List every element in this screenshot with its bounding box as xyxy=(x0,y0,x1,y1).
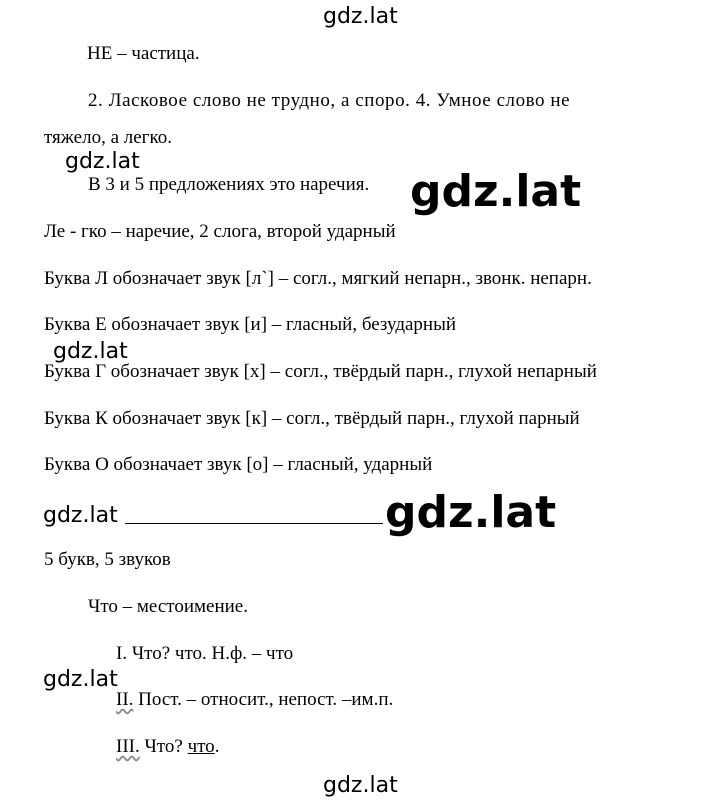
watermark-big-1: gdz.lat xyxy=(410,166,582,217)
list-item-3-period: . xyxy=(214,736,220,757)
list-item-3-underlined-word: что xyxy=(187,736,215,757)
text-line-2: 2. Ласковое слово не трудно, а споро. 4. Умное слово не xyxy=(88,90,571,111)
text-line-3: тяжело, а легко. xyxy=(44,127,172,148)
text-line-11: 5 букв, 5 звуков xyxy=(44,549,171,570)
watermark-left-1: gdz.lat xyxy=(65,149,140,174)
text-line-9: Буква К обозначает звук [к] – согл., твёрдый парн., глухой парный xyxy=(44,408,580,429)
list-item-3 xyxy=(116,736,219,758)
watermark-bottom: gdz.lat xyxy=(323,773,398,798)
watermark-left-4: gdz.lat xyxy=(43,667,118,692)
list-item-2 xyxy=(116,689,393,711)
text-line-12: Что – местоимение. xyxy=(88,596,248,617)
text-line-10: Буква О обозначает звук [о] – гласный, ударный xyxy=(44,454,433,475)
text-line-6: Буква Л обозначает звук [л`] – согл., мягкий непарн., звонк. непарн. xyxy=(44,268,592,289)
list-item-2-text: Пост. – относит., непост. –им.п. xyxy=(133,689,394,710)
text-line-5: Ле - гко – наречие, 2 слога, второй ударный xyxy=(44,221,396,242)
list-item-1 xyxy=(116,643,293,665)
separator-rule xyxy=(125,523,383,524)
text-line-8: Буква Г обозначает звук [х] – согл., твёрдый парн., глухой непарный xyxy=(44,361,597,382)
list-item-3-text: Что? xyxy=(139,736,188,757)
list-item-1-number: I. xyxy=(116,643,128,664)
watermark-big-2: gdz.lat xyxy=(385,487,557,538)
list-item-1-text: Что? что. Н.ф. – что xyxy=(127,643,294,664)
watermark-top: gdz.lat xyxy=(323,4,398,29)
list-item-3-number: III. xyxy=(116,736,140,757)
watermark-left-2: gdz.lat xyxy=(53,339,128,364)
text-line-1: НЕ – частица. xyxy=(87,43,200,64)
text-line-4: В 3 и 5 предложениях это наречия. xyxy=(88,174,370,195)
list-item-2-number: II. xyxy=(116,689,134,710)
text-line-7: Буква Е обозначает звук [и] – гласный, безударный xyxy=(44,314,457,335)
watermark-left-3: gdz.lat xyxy=(43,503,118,528)
